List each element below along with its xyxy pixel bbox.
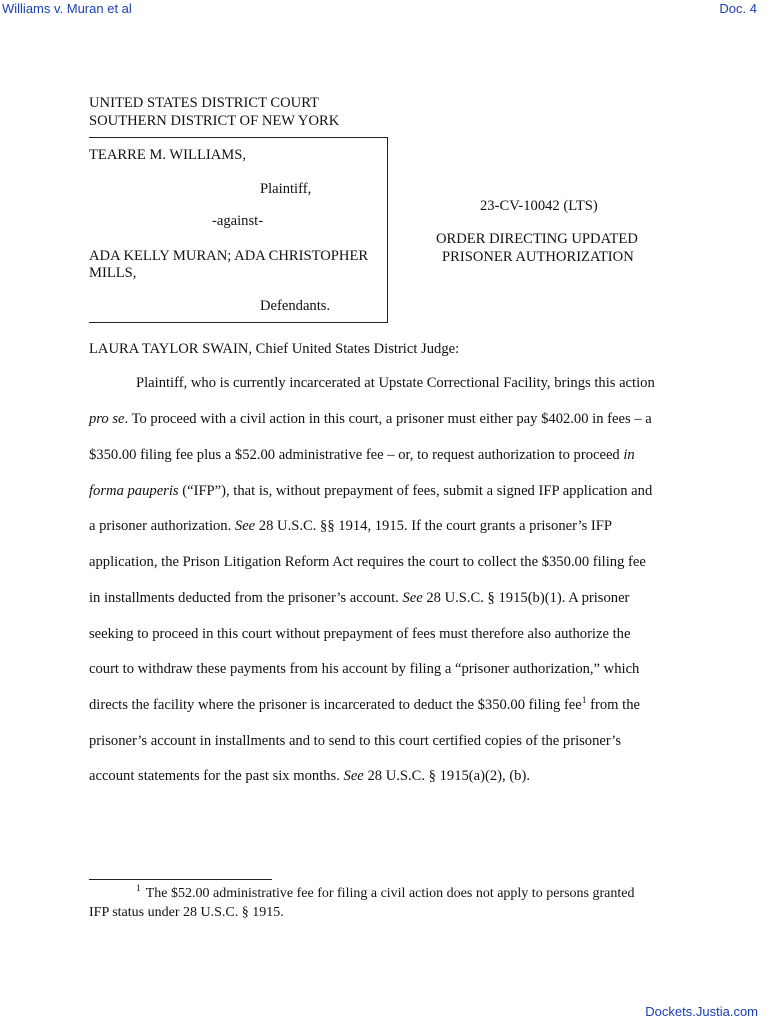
italic-forma-pauperis: forma pauperis <box>89 483 179 499</box>
footnote-line-2: IFP status under 28 U.S.C. § 1915. <box>89 905 284 920</box>
body-line-9: court to withdraw these payments from his account by filing a “prisoner authorization,” which <box>89 661 640 677</box>
defendants-names: ADA KELLY MURAN; ADA CHRISTOPHER <box>89 248 369 264</box>
judge-line: LAURA TAYLOR SWAIN, Chief United States District Judge: <box>89 341 460 357</box>
plaintiff-role: Plaintiff, <box>260 181 312 197</box>
body-line-12: account statements for the past six months. See 28 U.S.C. § 1915(a)(2), (b). <box>89 768 530 784</box>
court-district: SOUTHERN DISTRICT OF NEW YORK <box>89 113 340 129</box>
order-title: ORDER DIRECTING UPDATED <box>436 231 638 247</box>
against-label: -against- <box>212 213 264 229</box>
body-line-7: in installments deducted from the prisoner’s account. See 28 U.S.C. § 1915(b)(1). A prisoner <box>89 590 630 606</box>
footnote-marker: 1 <box>136 884 141 894</box>
footnote-reference[interactable]: 1 <box>581 696 587 706</box>
body-line-11: prisoner’s account in installments and to send to this court certified copies of the prisoner’s <box>89 733 622 749</box>
body-line-1: Plaintiff, who is currently incarcerated at Upstate Correctional Facility, brings this action <box>136 375 655 391</box>
defendants-role: Defendants. <box>260 298 331 314</box>
body-line-3: $350.00 filing fee plus a $52.00 administrative fee – or, to request authorization to proceed in <box>89 447 635 463</box>
docket-number-link[interactable]: Doc. 4 <box>719 1 757 16</box>
body-line-10: directs the facility where the prisoner is incarcerated to deduct the $350.00 filing fee$^1$ from the <box>89 696 641 713</box>
body-line-5: a prisoner authorization. See 28 U.S.C. §§ 1914, 1915. If the court grants a prisoner’s IFP <box>89 518 612 534</box>
italic-pro-se: pro se <box>89 411 125 427</box>
body-line-4: forma pauperis (“IFP”), that is, without prepayment of fees, submit a signed IFP application and <box>89 483 653 499</box>
footnote-line-1: $^1$ The $52.00 administrative fee for filing a civil action does not apply to persons granted <box>136 884 635 901</box>
case-caption-box <box>89 137 388 323</box>
body-line-8: seeking to proceed in this court without prepayment of fees must therefore also authorize the <box>89 626 631 642</box>
case-title-link[interactable]: Williams v. Muran et al <box>2 1 132 16</box>
body-line-2: pro se. To proceed with a civil action in this court, a prisoner must either pay $402.00 in fees – a <box>89 411 652 427</box>
body-line-6: application, the Prison Litigation Reform Act requires the court to collect the $350.00 filing fee <box>89 554 646 570</box>
defendants-names-cont: MILLS, <box>89 265 137 281</box>
case-number: 23-CV-10042 (LTS) <box>480 198 598 214</box>
justia-source-link[interactable]: Dockets.Justia.com <box>645 1004 758 1019</box>
court-name: UNITED STATES DISTRICT COURT <box>89 95 319 111</box>
footnote-separator <box>89 879 272 880</box>
order-title-cont: PRISONER AUTHORIZATION <box>442 249 634 265</box>
plaintiff-name: TEARRE M. WILLIAMS, <box>89 147 247 163</box>
